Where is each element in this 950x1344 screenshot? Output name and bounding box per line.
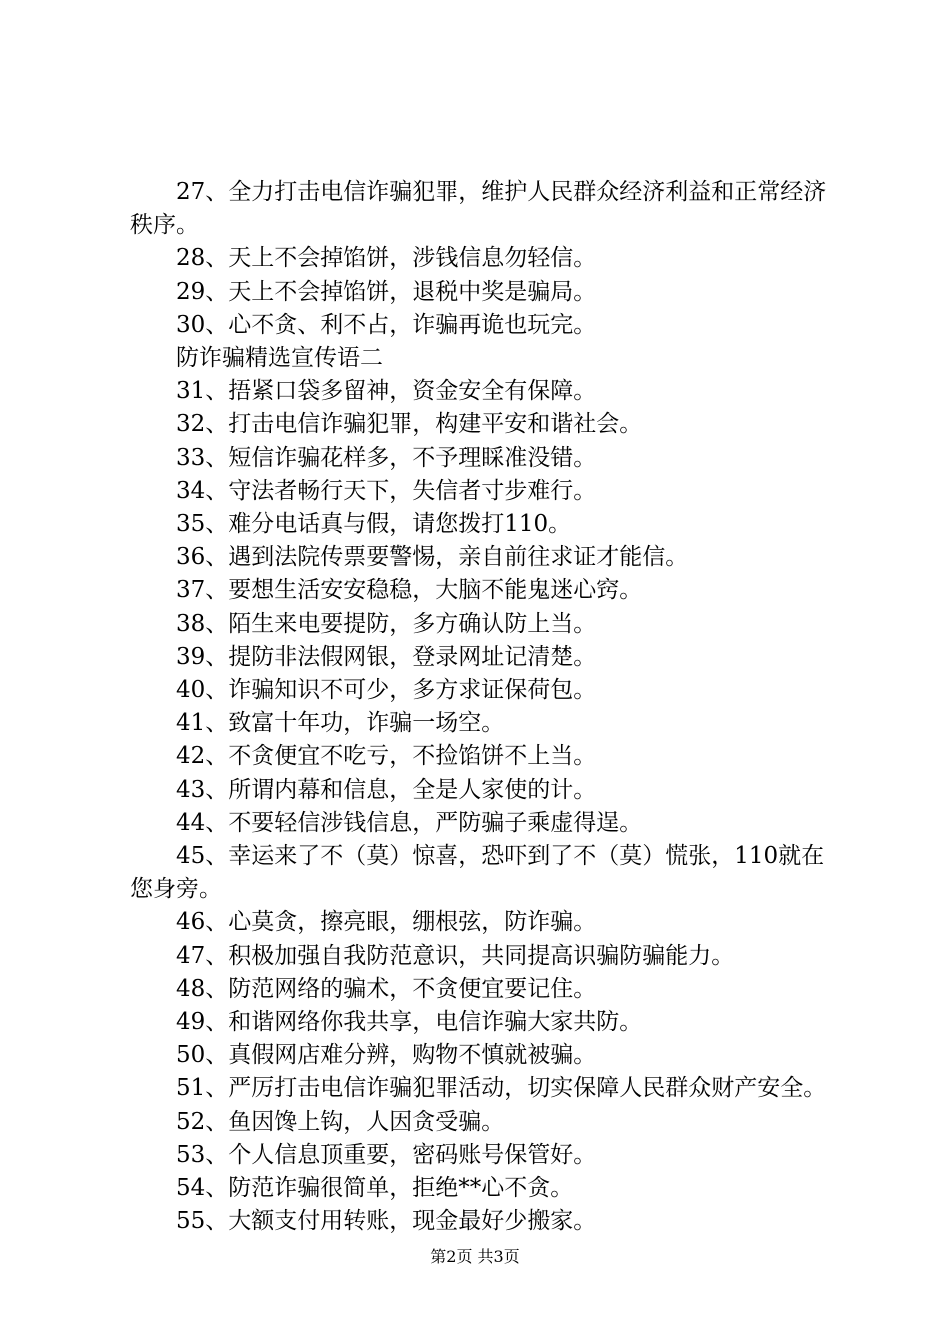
paragraph: 48、防范网络的骗术，不贪便宜要记住。 bbox=[176, 975, 597, 1002]
paragraph: 27、全力打击电信诈骗犯罪，维护人民群众经济利益和正常经济秩序。 bbox=[130, 179, 827, 239]
paragraph: 33、短信诈骗花样多，不予理睬准没错。 bbox=[176, 444, 597, 471]
paragraph: 40、诈骗知识不可少，多方求证保荷包。 bbox=[176, 677, 597, 704]
paragraph: 46、心莫贪，擦亮眼，绷根弦，防诈骗。 bbox=[176, 909, 597, 936]
paragraph: 34、守法者畅行天下，失信者寸步难行。 bbox=[176, 477, 597, 504]
paragraph: 29、天上不会掉馅饼，退税中奖是骗局。 bbox=[176, 278, 597, 305]
paragraph: 35、难分电话真与假，请您拨打110。 bbox=[176, 511, 572, 538]
paragraph: 31、捂紧口袋多留神，资金安全有保障。 bbox=[176, 378, 597, 405]
paragraph: 30、心不贪、利不占，诈骗再诡也玩完。 bbox=[176, 311, 597, 338]
paragraph: 38、陌生来电要提防，多方确认防上当。 bbox=[176, 610, 597, 637]
paragraph: 41、致富十年功，诈骗一场空。 bbox=[176, 710, 505, 737]
paragraph: 54、防范诈骗很简单，拒绝**心不贪。 bbox=[176, 1175, 574, 1202]
section-heading: 防诈骗精选宣传语二 bbox=[176, 345, 383, 372]
document-body bbox=[130, 176, 835, 1239]
paragraph: 39、提防非法假网银，登录网址记清楚。 bbox=[176, 643, 597, 670]
paragraph: 51、严厉打击电信诈骗犯罪活动，切实保障人民群众财产安全。 bbox=[176, 1075, 827, 1102]
paragraph: 53、个人信息顶重要，密码账号保管好。 bbox=[176, 1141, 597, 1168]
paragraph: 32、打击电信诈骗犯罪，构建平安和谐社会。 bbox=[176, 411, 643, 438]
paragraph: 44、不要轻信涉钱信息，严防骗子乘虚得逞。 bbox=[176, 809, 643, 836]
paragraph: 36、遇到法院传票要警惕，亲自前往求证才能信。 bbox=[176, 544, 689, 571]
paragraph: 43、所谓内幕和信息，全是人家使的计。 bbox=[176, 776, 597, 803]
paragraph: 49、和谐网络你我共享，电信诈骗大家共防。 bbox=[176, 1009, 643, 1036]
paragraph: 47、积极加强自我防范意识，共同提高识骗防骗能力。 bbox=[176, 942, 735, 969]
paragraph: 50、真假网店难分辨，购物不慎就被骗。 bbox=[176, 1042, 597, 1069]
paragraph: 55、大额支付用转账，现金最好少搬家。 bbox=[176, 1208, 597, 1235]
paragraph: 45、幸运来了不（莫）惊喜，恐吓到了不（莫）慌张，110就在您身旁。 bbox=[130, 843, 825, 903]
paragraph: 28、天上不会掉馅饼，涉钱信息勿轻信。 bbox=[176, 245, 597, 272]
page-footer: 第2页 共3页 bbox=[430, 1247, 520, 1266]
paragraph: 37、要想生活安安稳稳，大脑不能鬼迷心窍。 bbox=[176, 577, 643, 604]
paragraph: 52、鱼因馋上钩，人因贪受骗。 bbox=[176, 1108, 505, 1135]
paragraph: 42、不贪便宜不吃亏，不捡馅饼不上当。 bbox=[176, 743, 597, 770]
